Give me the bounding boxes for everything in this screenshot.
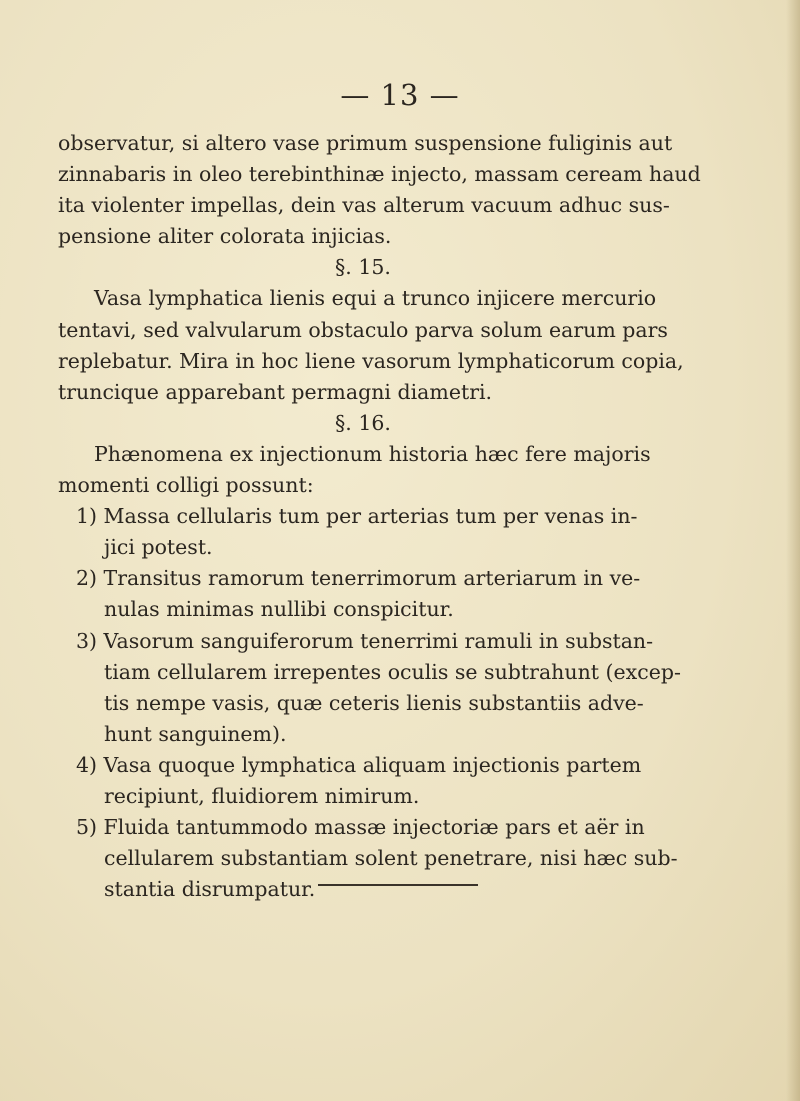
list-item-1: 1) Massa cellularis tum per arterias tum per venas in- <box>76 504 638 529</box>
text-line: ita violenter impellas, dein vas alterum vacuum adhuc sus- <box>58 193 670 218</box>
list-item-4: 4) Vasa quoque lymphatica aliquam injectionis partem <box>76 752 642 777</box>
list-item-2-cont: nulas minimas nullibi conspicitur. <box>104 597 454 622</box>
list-item-5-cont: cellularem substantiam solent penetrare, nisi hæc sub- <box>104 846 678 871</box>
text-line: pensione aliter colorata injicias. <box>58 224 392 249</box>
list-item-5: 5) Fluida tantummodo massæ injectoriæ pars et aër in <box>76 815 645 840</box>
list-item-3: 3) Vasorum sanguiferorum tenerrimi ramuli in substan- <box>76 628 654 653</box>
text-line: replebatur. Mira in hoc liene vasorum lymphaticorum copia, <box>58 348 684 373</box>
end-rule <box>318 884 478 886</box>
list-item-3-cont: hunt sanguinem). <box>104 721 287 746</box>
list-item-2: 2) Transitus ramorum tenerrimorum arteriarum in ve- <box>76 566 641 591</box>
page-edge-shadow <box>786 0 800 1101</box>
list-item-1-cont: jici potest. <box>104 535 213 560</box>
section-heading-16: §. 16. <box>335 410 391 435</box>
text-line: observatur, si altero vase primum suspensione fuliginis aut <box>58 131 673 155</box>
body-text <box>58 128 748 905</box>
list-item-5-cont: stantia disrumpatur. <box>104 877 316 902</box>
page-number-header: — 13 — <box>340 78 460 112</box>
text-line: truncique apparebant permagni diametri. <box>58 379 493 404</box>
text-line: momenti colligi possunt: <box>58 473 314 498</box>
text-line: Phænomena ex injectionum historia hæc fere majoris <box>94 441 651 466</box>
list-item-3-cont: tiam cellularem irrepentes oculis se subtrahunt (excep- <box>104 659 681 684</box>
text-line: tentavi, sed valvularum obstaculo parva solum earum pars <box>58 317 668 342</box>
text-line: zinnabaris in oleo terebinthinæ injecto, massam ceream haud <box>58 162 701 187</box>
list-item-3-cont: tis nempe vasis, quæ ceteris lienis substantiis adve- <box>104 690 644 715</box>
section-heading-15: §. 15. <box>335 255 391 280</box>
text-line: Vasa lymphatica lienis equi a trunco injicere mercurio <box>94 286 657 311</box>
list-item-4-cont: recipiunt, fluidiorem nimirum. <box>104 783 420 808</box>
